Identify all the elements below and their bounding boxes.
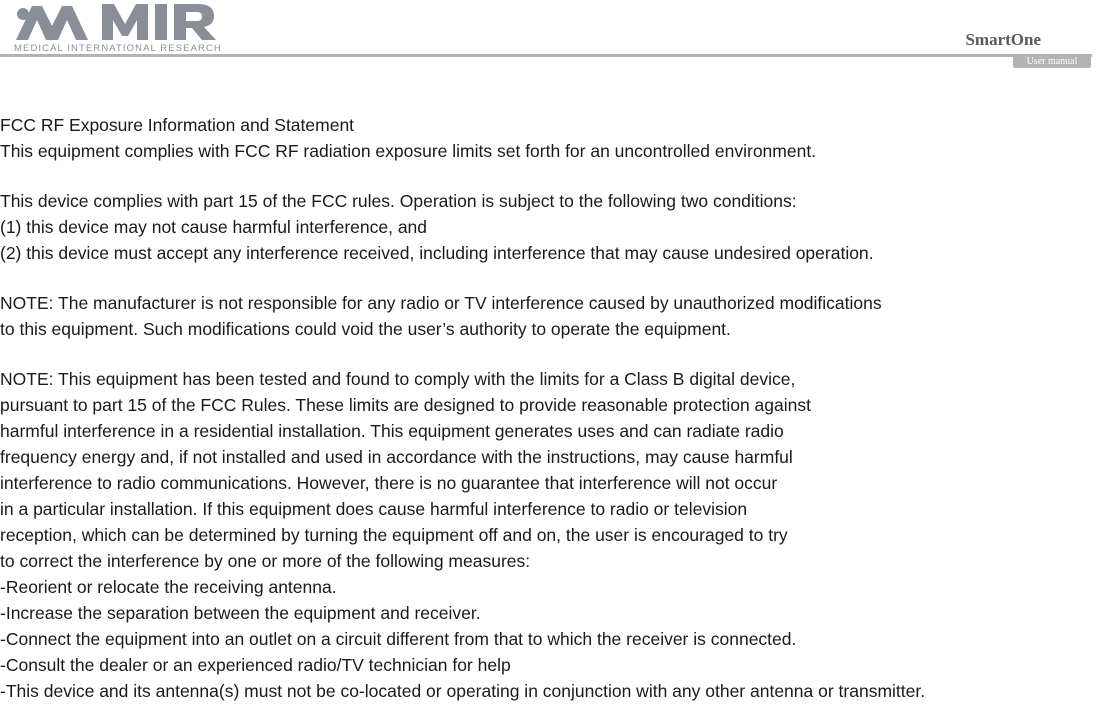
paragraph-note-modifications [0,290,1101,342]
page-header [0,0,1101,80]
text-line: in a particular installation. If this equipment does cause harmful interference to radio or television [0,499,748,519]
list-item: -This device and its antenna(s) must not be co-located or operating in conjunction with any other antenna or transmitter. [0,681,926,701]
paragraph-note-class-b [0,366,1101,704]
paragraph-fcc-rf [0,112,1101,164]
text-line: reception, which can be determined by turning the equipment off and on, the user is encouraged to try [0,525,788,545]
text-line: pursuant to part 15 of the FCC Rules. These limits are designed to provide reasonable protection against [0,395,811,415]
list-item: -Connect the equipment into an outlet on a circuit different from that to which the receiver is connected. [0,629,797,649]
document-body [0,112,1101,704]
mir-logo [12,0,227,56]
header-divider [0,54,1092,57]
logo-subtitle: MEDICAL INTERNATIONAL RESEARCH [14,43,222,54]
text-line: to correct the interference by one or more of the following measures: [0,551,531,571]
manual-label-badge: User manual [1013,55,1091,68]
text-line: to this equipment. Such modifications could void the user’s authority to operate the equipment. [0,319,731,339]
text-line: This equipment complies with FCC RF radiation exposure limits set forth for an uncontrolled environment. [0,141,817,161]
list-item: -Consult the dealer or an experienced radio/TV technician for help [0,655,511,675]
text-line: NOTE: This equipment has been tested and found to comply with the limits for a Class B digital device, [0,369,796,389]
list-item: -Reorient or relocate the receiving antenna. [0,577,337,597]
text-line: interference to radio communications. However, there is no guarantee that interference will not occur [0,473,778,493]
text-line: frequency energy and, if not installed and used in accordance with the instructions, may cause harmful [0,447,793,467]
list-item: -Increase the separation between the equipment and receiver. [0,603,481,623]
section-heading: FCC RF Exposure Information and Statement [0,115,355,135]
text-line: (1) this device may not cause harmful interference, and [0,217,428,237]
paragraph-part15 [0,188,1101,266]
mir-logo-mark-icon [12,0,227,44]
text-line: NOTE: The manufacturer is not responsible for any radio or TV interference caused by unauthorized modifications [0,293,882,313]
text-line: This device complies with part 15 of the FCC rules. Operation is subject to the following two conditions: [0,191,797,211]
text-line: harmful interference in a residential installation. This equipment generates uses and can radiate radio [0,421,784,441]
product-name: SmartOne [965,30,1041,49]
text-line: (2) this device must accept any interference received, including interference that may cause undesired operation. [0,243,874,263]
